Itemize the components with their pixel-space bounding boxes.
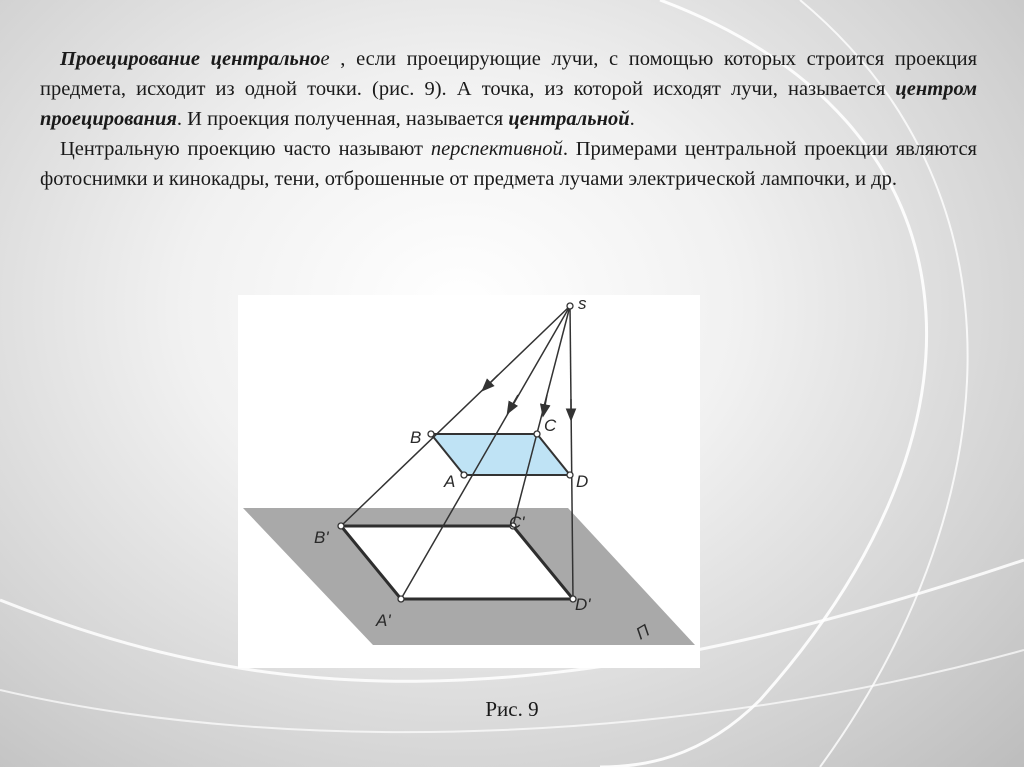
point-a-prime bbox=[398, 596, 404, 602]
label-c-prime: C' bbox=[509, 513, 525, 532]
ray-to-c bbox=[513, 306, 570, 526]
figure-caption: Рис. 9 bbox=[485, 697, 539, 721]
arrow-on-ray-b bbox=[486, 375, 498, 387]
ray-to-b bbox=[341, 306, 570, 526]
paragraph-1 bbox=[40, 44, 977, 134]
paragraph-2-text-1: Центральную проекцию часто называют bbox=[60, 138, 431, 160]
label-s: s bbox=[578, 295, 587, 313]
point-d bbox=[567, 472, 573, 478]
point-s bbox=[567, 303, 573, 309]
text-block bbox=[40, 44, 977, 194]
label-plane: П bbox=[632, 620, 653, 644]
projection-diagram bbox=[238, 295, 700, 668]
paragraph-1-text-2: . И проекция полученная, называется bbox=[176, 108, 509, 130]
label-a-prime: A' bbox=[376, 611, 391, 630]
point-a bbox=[461, 472, 467, 478]
term-projection-center: центром проецирования bbox=[40, 78, 977, 130]
paragraph-2-text-2: . Примерами центральной проекции являются фотоснимки и кинокадры, тени, отброшенные от предмета лучами электрической лампочки, и др. bbox=[40, 138, 977, 190]
point-c bbox=[534, 431, 540, 437]
label-d: D bbox=[576, 472, 589, 491]
term-perspective: перспективной bbox=[430, 138, 563, 160]
arrow-on-ray-a bbox=[510, 395, 518, 409]
term-tail: е bbox=[320, 48, 330, 70]
label-a: A bbox=[444, 472, 456, 491]
figure-9 bbox=[238, 295, 700, 668]
term-central-projection: Проецирование центрально bbox=[60, 48, 321, 70]
label-d-prime: D' bbox=[575, 595, 591, 614]
object-figure bbox=[431, 434, 570, 475]
point-b bbox=[428, 431, 434, 437]
paragraph-1-text-1: , если проецирующие лучи, с помощью которых строится проекция предмета, исходит из одной точки. (рис. 9). А точка, из которой исходят лучи, называется bbox=[40, 48, 978, 100]
paragraph-2 bbox=[40, 134, 977, 194]
point-b-prime bbox=[338, 523, 344, 529]
label-b-prime: B' bbox=[314, 528, 329, 547]
label-c: C bbox=[544, 416, 557, 435]
label-b: B bbox=[410, 428, 422, 447]
paragraph-1-text-3: . bbox=[629, 108, 635, 130]
term-central: центральной bbox=[508, 108, 630, 130]
